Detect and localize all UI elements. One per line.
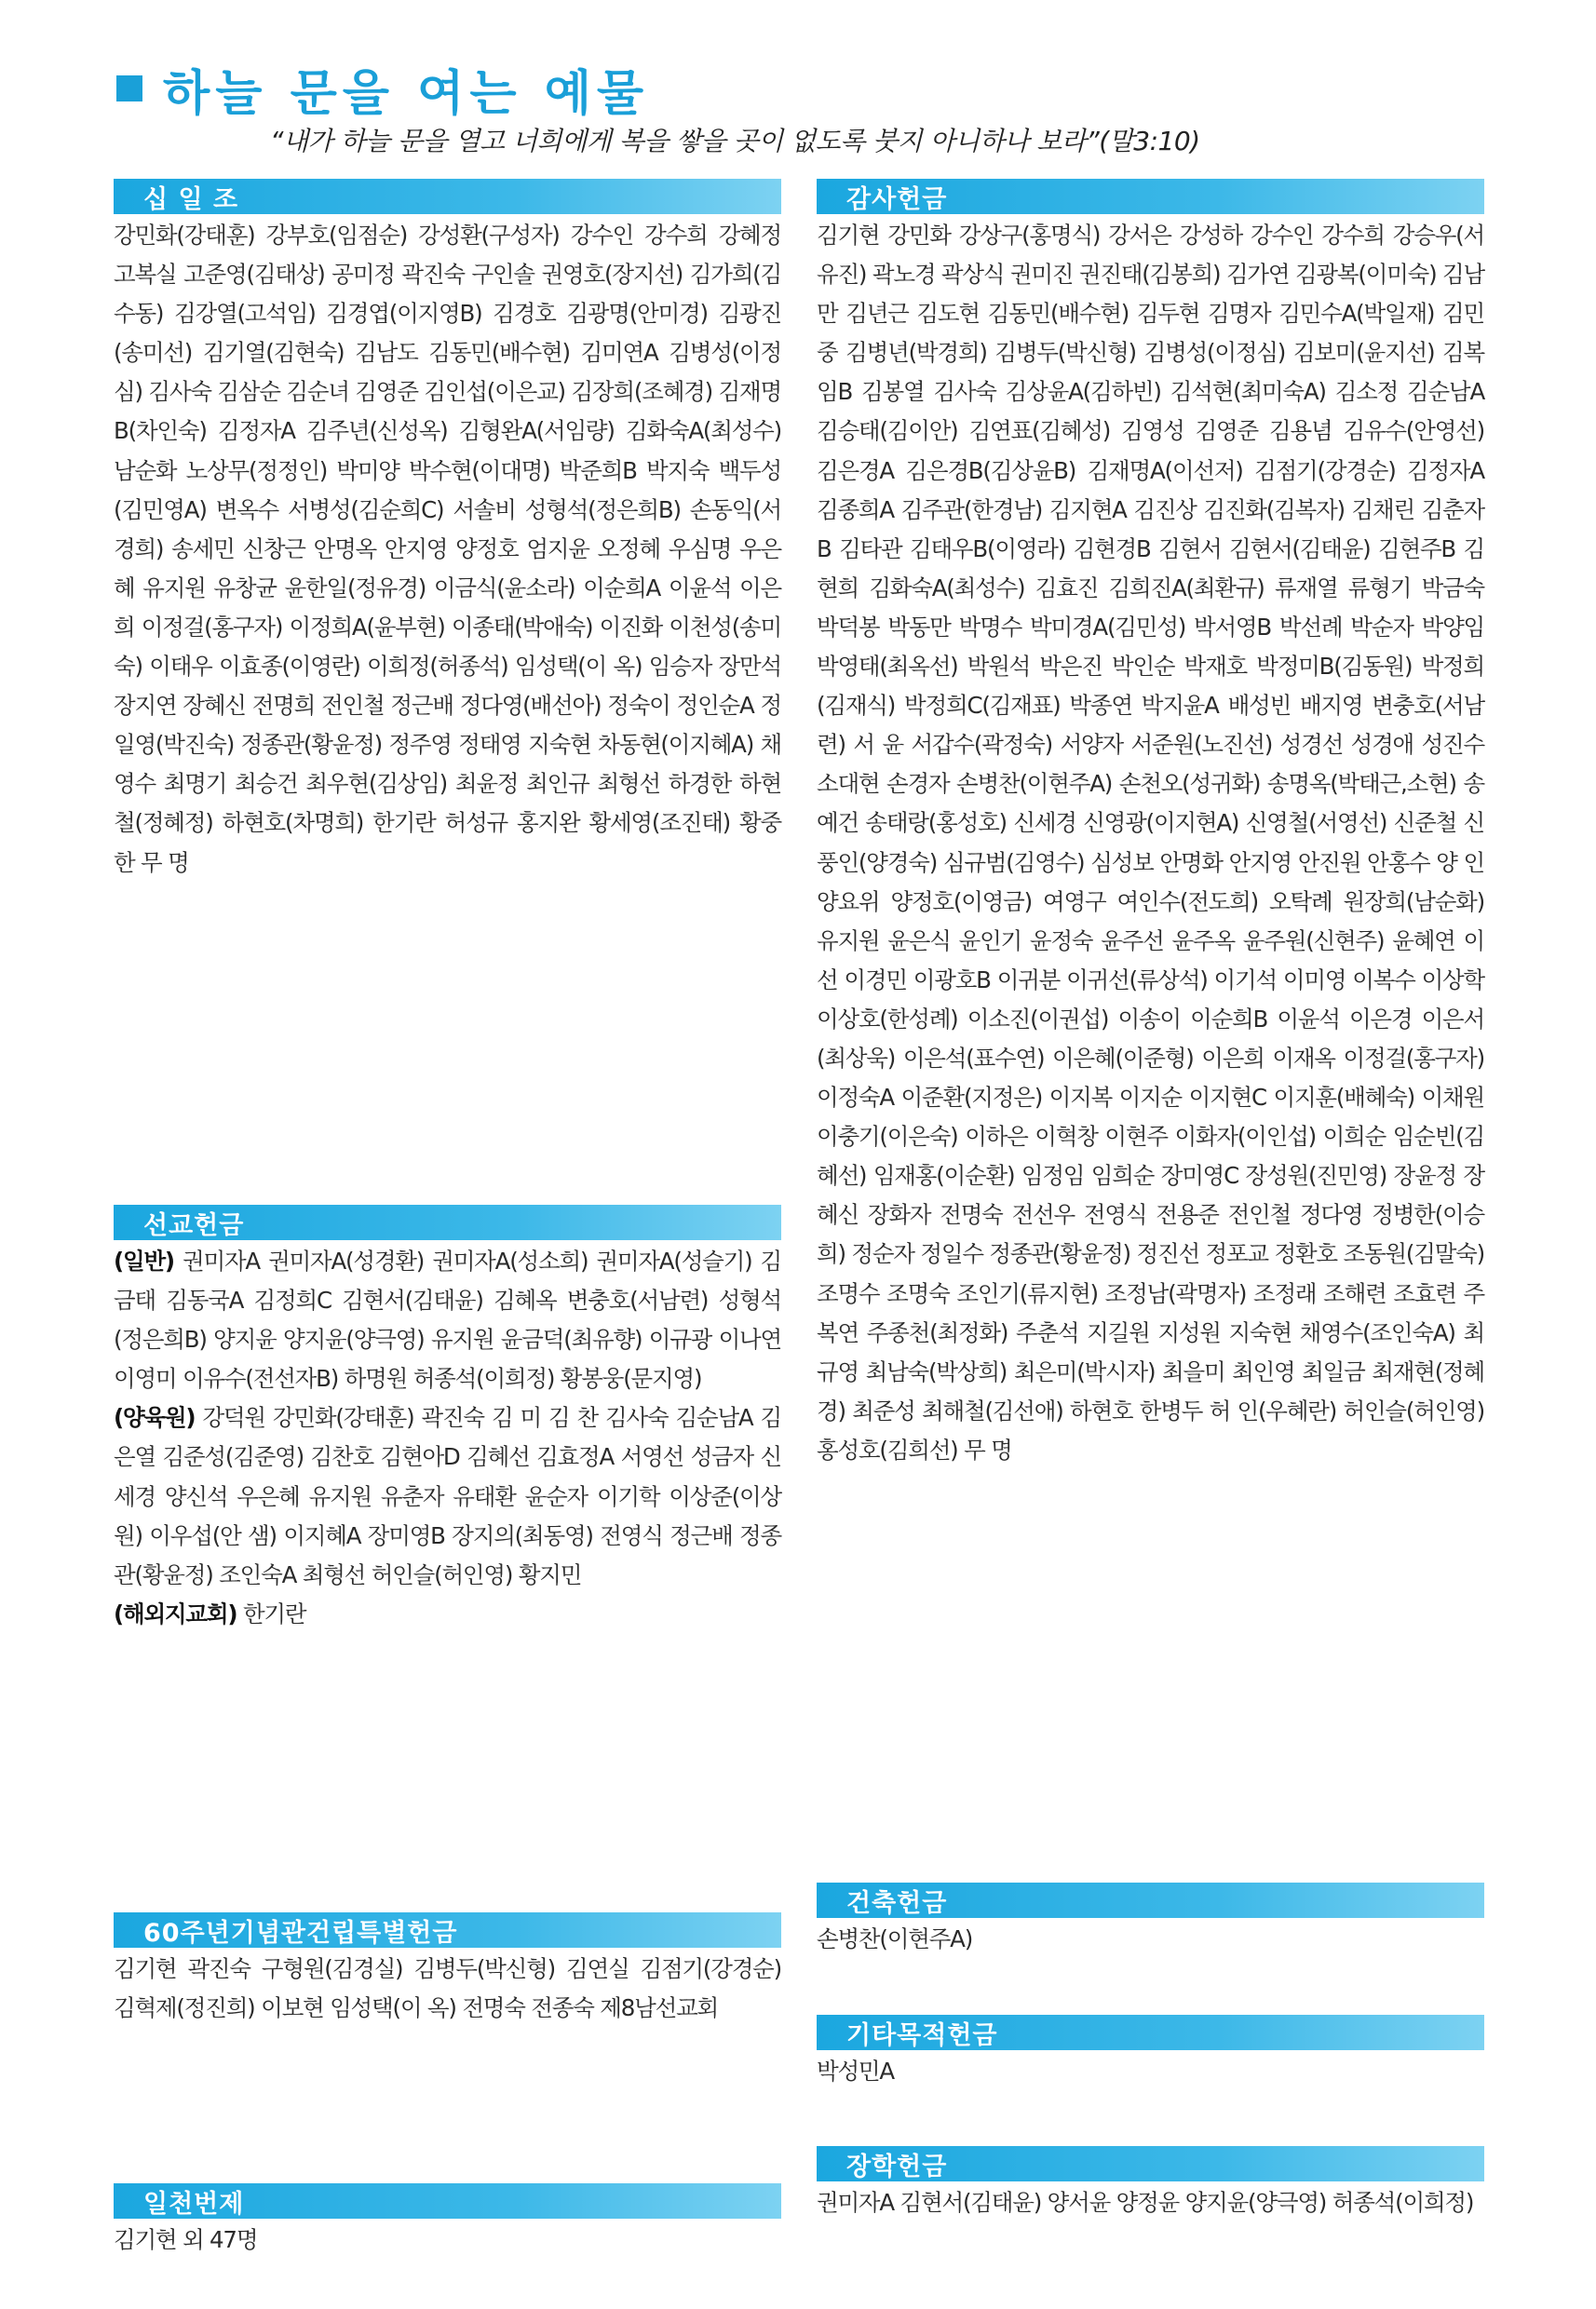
section-ilcheon — [114, 2183, 781, 2260]
section-title: 장학헌금 — [846, 2152, 948, 2181]
section-tithe — [114, 179, 781, 883]
section-thanks — [817, 179, 1484, 1470]
name-list: 권미자A 권미자A(성경환) 권미자A(성소희) 권미자A(성슬기) 김금태 김동국A 김정희C 김현서(김태윤) 김혜옥 변충호(서남련) 성형석(정은희B) 양지윤 양지윤(양극영) 유지원 윤금덕(최유향) 이규광 이나연 이영미 이유수(전선자B) 하명원 허종석(이희정) 황봉웅(문지영) — [114, 1248, 782, 1393]
square-bullet-icon — [116, 75, 142, 101]
section-scholarship — [817, 2146, 1484, 2222]
section-body — [114, 2221, 781, 2260]
section-title: 기타목적헌금 — [846, 2020, 998, 2050]
name-list: 김기현 강민화 강상구(홍명식) 강서은 강성하 강수인 강수희 강승우(서유진) 곽노경 곽상식 권미진 권진태(김봉희) 김가연 김광복(이미숙) 김남만 김년근 김도현 김동민(배수현) 김두현 김명자 김민수A(박일재) 김민중 김병년(박경희) 김병두(박신형) 김병성(이정심) 김보미(윤지선) 김복임B 김봉열 김사숙 김상윤A(김하빈) 김석현(최미숙A) 김소정 김순남A 김승태(김이안) 김연표(김혜성) 김영성 김영준 김용념 김유수(안영선) 김은경A 김은경B(김상윤B) 김재명A(이선저) 김점기(강경순) 김정자A 김종희A 김주관(한경남) 김지현A 김진상 김진화(김복자) 김채린 김춘자B 김타관 김태우B(이영라) 김현경B 김현서 김현서(김태윤) 김현주B 김현희 김화숙A(최성수) 김효진 김희진A(최환규) 류재열 류형기 박금숙 박덕봉 박동만 박명수 박미경A(김민성) 박서영B 박선례 박순자 박양임 박영태(최옥선) 박원석 박은진 박인순 박재호 박정미B(김동원) 박정희(김재식) 박정희C(김재표) 박종연 박지윤A 배성빈 배지영 변충호(서남련) 서 윤 서갑수(곽정숙) 서양자 서준원(노진선) 성경선 성경애 성진수 소대현 손경자 손병찬(이현주A) 손천오(성귀화) 송명옥(박태근,소현) 송예건 송태랑(홍성호) 신세경 신영광(이지현A) 신영철(서영선) 신준철 신풍인(양경숙) 심규범(김영수) 심성보 안명화 안지영 안진원 안홍수 양 인 양요위 양정호(이영금) 여영구 여인수(전도희) 오탁례 원장희(남순화) 유지원 윤은식 윤인기 윤정숙 윤주선 윤주옥 윤주원(신현주) 윤혜연 이 선 이경민 이광호B 이귀분 이귀선(류상석) 이기석 이미영 이복수 이상학 이상호(한성례) 이소진(이권섭) 이송이 이순희B 이윤석 이은경 이은서(최상욱) 이은석(표수연) 이은혜(이준형) 이은희 이재옥 이정걸(홍구자) 이정숙A 이준환(지정은) 이지복 이지순 이지현C 이지훈(배혜숙) 이채원 이충기(이은숙) 이하은 이혁창 이현주 이화자(이인섭) 이희순 임순빈(김혜선) 임재홍(이순환) 임정임 임희순 장미영C 장성원(진민영) 장윤정 장혜신 장화자 전명숙 전선우 전영식 전용준 전인철 정다영 정병한(이승희) 정순자 정일수 정종관(황윤정) 정진선 정포교 정환호 조동원(김말숙) 조명수 조명숙 조인기(류지현) 조정남(곽명자) 조정래 조해련 조효련 주복연 주종천(최정화) 주춘석 지길원 지성원 지숙현 채영수(조인숙A) 최규영 최남숙(박상희) 최은미(박시자) 최을미 최인영 최일금 최재현(정혜경) 최준성 최해철(김선애) 하현호 한병두 허 인(우혜란) 허인슬(허인영) 홍성호(김희선) 무 명 — [817, 222, 1484, 1464]
section-header — [817, 1883, 1484, 1918]
section-body — [817, 2183, 1484, 2222]
section-header — [114, 1912, 781, 1948]
page-title: 하늘 문을 여는 예물 — [163, 65, 650, 122]
name-list: 강덕원 강민화(강태훈) 곽진숙 김 미 김 찬 김사숙 김순남A 김은열 김준성(김준영) 김찬호 김현아D 김혜선 김효정A 서영선 성금자 신세경 양신석 우은혜 유지원 유춘자 유태환 윤순자 이기학 이상준(이상원) 이우섭(안 샘) 이지혜A 장미영B 장지의(최동영) 전영식 정근배 정종관(황윤정) 조인숙A 최형선 허인슬(허인영) 황지민 — [114, 1404, 781, 1588]
section-header — [114, 179, 781, 214]
category-label: (양육원) — [114, 1404, 196, 1432]
name-list: 한기란 — [242, 1600, 306, 1627]
name-list: 박성민A — [817, 2058, 894, 2085]
section-mission — [114, 1205, 781, 1634]
section-body — [114, 216, 781, 883]
category-label: (일반) — [114, 1248, 174, 1275]
section-title: 십 일 조 — [143, 184, 239, 214]
bible-verse: “내가 하늘 문을 열고 너희에게 복을 쌓을 곳이 없도록 붓지 아니하나 보라”(말3:10) — [270, 126, 1200, 156]
name-list: 강민화(강태훈) 강부호(임점순) 강성환(구성자) 강수인 강수희 강혜정 고복실 고준영(김태상) 공미정 곽진숙 구인솔 권영호(장지선) 김가희(김수동) 김강열(고석임) 김경엽(이지영B) 김경호 김광명(안미경) 김광진(송미선) 김기열(김현숙) 김남도 김동민(배수현) 김미연A 김병성(이정심) 김사숙 김삼순 김순녀 김영준 김인섭(이은교) 김장희(조혜경) 김재명B(차인숙) 김정자A 김주년(신성옥) 김형완A(서임량) 김화숙A(최성수) 남순화 노상무(정정인) 박미양 박수현(이대명) 박준희B 박지숙 백두성(김민영A) 변옥수 서병성(김순희C) 서솔비 성형석(정은희B) 손동익(서경희) 송세민 신창근 안명옥 안지영 양정호 엄지윤 오정혜 우심명 우은혜 유지원 유창균 윤한일(정유경) 이금식(윤소라) 이순희A 이윤석 이은희 이정걸(홍구자) 이정희A(윤부현) 이종태(박애숙) 이진화 이천성(송미숙) 이태우 이효종(이영란) 이희정(허종석) 임성택(이 옥) 임승자 장만석 장지연 장혜신 전명희 전인철 정근배 정다영(배선아) 정숙이 정인순A 정일영(박진숙) 정종관(황윤정) 정주영 정태영 지숙현 차동현(이지혜A) 채영수 최명기 최승건 최우현(김상임) 최윤정 최인규 최형선 하경한 하현철(정혜정) 하현호(차명희) 한기란 허성규 홍지완 황세영(조진태) 황중한 무 명 — [114, 222, 781, 876]
section-header — [817, 2015, 1484, 2050]
section-anniversary — [114, 1912, 781, 2028]
section-header — [817, 179, 1484, 214]
section-body — [817, 2052, 1484, 2091]
category-label: (해외지교회) — [114, 1600, 237, 1627]
name-list: 김기현 곽진숙 구형원(김경실) 김병두(박신형) 김연실 김점기(강경순) 김혁제(정진희) 이보현 임성택(이 옥) 전명숙 전종숙 제8남선교회 — [114, 1955, 781, 2022]
section-title: 선교헌금 — [143, 1210, 245, 1240]
section-building — [817, 1883, 1484, 1959]
section-title: 일천번제 — [143, 2189, 245, 2219]
section-header — [817, 2146, 1484, 2181]
section-body — [817, 216, 1484, 1470]
name-list: 김기현 외 47명 — [114, 2226, 258, 2253]
name-list: 권미자A 김현서(김태윤) 양서윤 양정윤 양지윤(양극영) 허종석(이희정) — [817, 2189, 1474, 2216]
section-title: 감사헌금 — [846, 184, 948, 214]
section-body — [114, 1242, 781, 1634]
section-other — [817, 2015, 1484, 2091]
section-header — [114, 2183, 781, 2219]
section-body — [817, 1920, 1484, 1959]
page-title-row — [116, 56, 649, 121]
section-header — [114, 1205, 781, 1240]
section-body — [114, 1950, 781, 2028]
section-title: 건축헌금 — [846, 1888, 948, 1918]
section-title: 60주년기념관건립특별헌금 — [143, 1918, 458, 1948]
name-list: 손병찬(이현주A) — [817, 1925, 973, 1952]
